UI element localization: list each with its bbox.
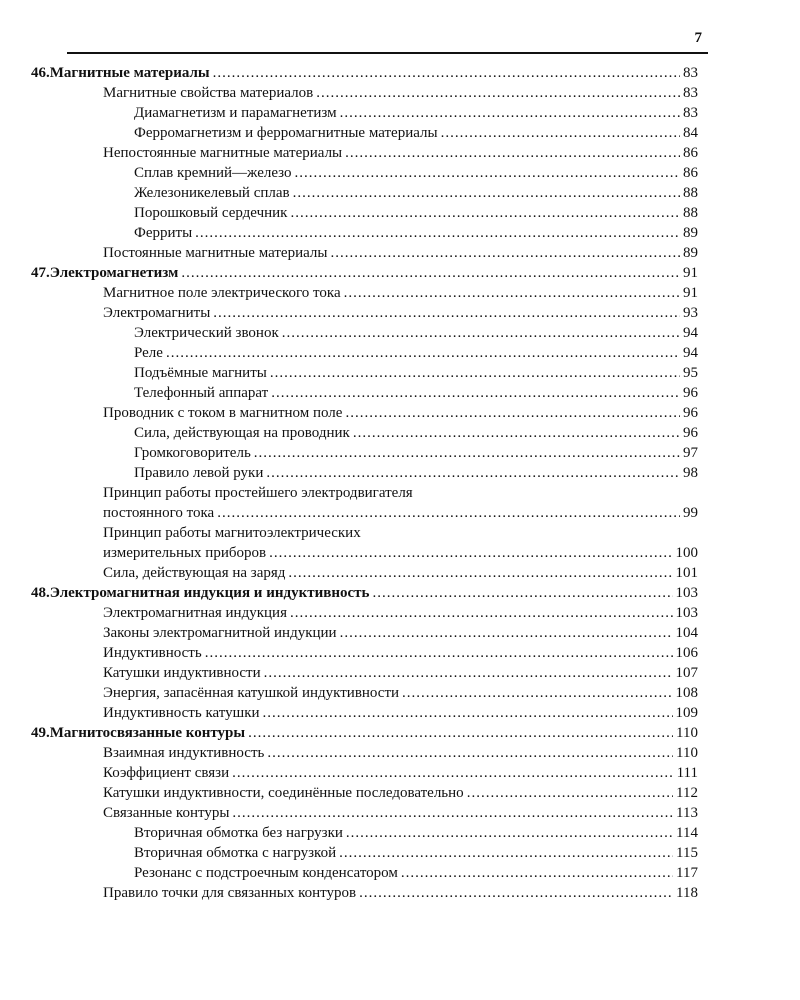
toc-entry-title: Железоникелевый сплав: [134, 185, 290, 201]
dot-leader: [213, 63, 680, 83]
toc-entry-title: Реле: [134, 345, 163, 361]
toc-entry-page: 86: [683, 145, 698, 161]
toc-entry-title: Магнитное поле электрического тока: [103, 285, 341, 301]
toc-entry-title: Индуктивность катушки: [103, 705, 260, 721]
dot-leader: [195, 223, 680, 243]
dot-leader: [270, 363, 680, 383]
dot-leader: [441, 123, 680, 143]
dot-leader: [293, 183, 680, 203]
toc-entry-title: Энергия, запасённая катушкой индуктивности: [103, 685, 400, 701]
toc-entry: [67, 843, 698, 863]
toc-entry-multiline: [67, 483, 698, 523]
dot-leader: [266, 463, 680, 483]
dot-leader: [166, 343, 680, 363]
toc-entry-page: 113: [676, 805, 698, 821]
dot-leader: [288, 563, 672, 583]
dot-leader: [267, 743, 673, 763]
table-of-contents: [31, 63, 698, 903]
toc-entry: [67, 223, 698, 243]
toc-entry: [67, 123, 698, 143]
dot-leader: [340, 103, 680, 123]
toc-entry-title: Законы электромагнитной индукции: [103, 625, 337, 641]
toc-entry-title: Индуктивность: [103, 645, 202, 661]
toc-entry-page: 93: [683, 305, 698, 321]
chapter-number: 46.: [31, 65, 50, 81]
dot-leader: [344, 283, 680, 303]
toc-entry-title: Магнитные свойства материалов: [103, 85, 314, 101]
toc-entry-page: 96: [683, 385, 698, 401]
toc-entry-page: 103: [675, 605, 698, 621]
toc-entry-page: 112: [676, 785, 698, 801]
toc-entry: [67, 683, 698, 703]
toc-entry-title: Вторичная обмотка с нагрузкой: [134, 845, 337, 861]
dot-leader: [345, 403, 680, 423]
dot-leader: [330, 243, 680, 263]
toc-entry: [67, 243, 698, 263]
toc-entry-page: 114: [676, 825, 698, 841]
dot-leader: [340, 623, 673, 643]
toc-entry: [67, 563, 698, 583]
toc-entry-title: Ферриты: [134, 225, 193, 241]
dot-leader: [402, 683, 672, 703]
toc-entry: [31, 263, 698, 283]
toc-entry-page: 83: [683, 65, 698, 81]
toc-entry: [67, 103, 698, 123]
dot-leader: [282, 323, 680, 343]
toc-entry-page: 99: [683, 505, 698, 521]
toc-entry-title: измерительных приборов: [103, 545, 267, 561]
chapter-number: 48.: [31, 585, 50, 601]
toc-entry: [67, 663, 698, 683]
toc-entry: [67, 383, 698, 403]
toc-entry-page: 91: [683, 285, 698, 301]
toc-entry-title-line1: Принцип работы магнитоэлектрических: [103, 525, 361, 541]
toc-entry-page: 118: [676, 885, 698, 901]
toc-entry-page: 95: [683, 365, 698, 381]
toc-entry-page: 107: [675, 665, 698, 681]
toc-entry-title: Взаимная индуктивность: [103, 745, 265, 761]
toc-entry-page: 96: [683, 425, 698, 441]
toc-entry-title: Катушки индуктивности, соединённые последовательно: [103, 785, 464, 801]
toc-entry-title: Магнитные материалы: [49, 65, 210, 81]
toc-entry: [31, 583, 698, 603]
toc-entry-multiline: [67, 523, 698, 563]
toc-entry: [67, 143, 698, 163]
toc-entry-page: 108: [675, 685, 698, 701]
toc-entry: [67, 363, 698, 383]
dot-leader: [217, 503, 680, 523]
dot-leader: [205, 643, 673, 663]
toc-entry: [67, 403, 698, 423]
toc-entry-title-line1: Принцип работы простейшего электродвигателя: [103, 485, 413, 501]
toc-entry-page: 88: [683, 205, 698, 221]
toc-entry-title: Магнитосвязанные контуры: [49, 725, 246, 741]
dot-leader: [248, 723, 673, 743]
toc-entry-title: Ферромагнетизм и ферромагнитные материалы: [134, 125, 438, 141]
toc-entry-page: 97: [683, 445, 698, 461]
toc-entry: [67, 783, 698, 803]
toc-entry-page: 96: [683, 405, 698, 421]
toc-entry-page: 83: [683, 85, 698, 101]
toc-entry-page: 89: [683, 225, 698, 241]
toc-entry-title: Сплав кремний—железо: [134, 165, 292, 181]
dot-leader: [372, 583, 672, 603]
toc-entry: [67, 283, 698, 303]
toc-entry: [103, 503, 698, 523]
chapter-number: 49.: [31, 725, 50, 741]
dot-leader: [345, 143, 680, 163]
dot-leader: [339, 843, 673, 863]
toc-entry-page: 104: [675, 625, 698, 641]
dot-leader: [295, 163, 680, 183]
toc-entry-title: Громкоговоритель: [134, 445, 251, 461]
toc-entry-title: Электромагниты: [103, 305, 211, 321]
toc-entry-title: Резонанс с подстроечным конденсатором: [134, 865, 398, 881]
toc-entry: [67, 163, 698, 183]
dot-leader: [290, 203, 680, 223]
toc-entry-page: 100: [675, 545, 698, 561]
toc-entry: [31, 723, 698, 743]
toc-entry-page: 106: [675, 645, 698, 661]
toc-entry-title: Вторичная обмотка без нагрузки: [134, 825, 343, 841]
toc-entry: [67, 323, 698, 343]
dot-leader: [232, 803, 673, 823]
toc-entry-title: Катушки индуктивности: [103, 665, 261, 681]
chapter-number: 47.: [31, 265, 50, 281]
toc-entry-title: Сила, действующая на проводник: [134, 425, 350, 441]
toc-entry-page: 83: [683, 105, 698, 121]
dot-leader: [359, 883, 673, 903]
toc-entry-title: Электрический звонок: [134, 325, 279, 341]
toc-entry: [67, 623, 698, 643]
dot-leader: [254, 443, 680, 463]
toc-entry-page: 84: [683, 125, 698, 141]
dot-leader: [232, 763, 674, 783]
toc-entry: [67, 83, 698, 103]
toc-entry: [67, 303, 698, 323]
toc-entry-title: Телефонный аппарат: [134, 385, 269, 401]
dot-leader: [213, 303, 680, 323]
toc-entry-title: Сила, действующая на заряд: [103, 565, 286, 581]
toc-entry-page: 91: [683, 265, 698, 281]
dot-leader: [467, 783, 673, 803]
toc-entry-page: 89: [683, 245, 698, 261]
toc-entry-page: 101: [675, 565, 698, 581]
toc-entry-page: 86: [683, 165, 698, 181]
toc-entry-page: 109: [675, 705, 698, 721]
dot-leader: [181, 263, 680, 283]
dot-leader: [353, 423, 680, 443]
toc-entry: [67, 763, 698, 783]
toc-entry-title: постоянного тока: [103, 505, 215, 521]
toc-entry-title: Электромагнетизм: [49, 265, 179, 281]
dot-leader: [290, 603, 673, 623]
toc-entry-title: Порошковый сердечник: [134, 205, 288, 221]
dot-leader: [346, 823, 673, 843]
toc-entry: [67, 603, 698, 623]
header-rule: [67, 52, 708, 54]
toc-entry: [67, 203, 698, 223]
toc-entry-page: 110: [676, 725, 698, 741]
toc-entry-page: 103: [675, 585, 698, 601]
toc-entry-title: Проводник с током в магнитном поле: [103, 405, 343, 421]
toc-entry-page: 111: [676, 765, 698, 781]
dot-leader: [316, 83, 680, 103]
dot-leader: [263, 703, 673, 723]
toc-entry-title: Электромагнитная индукция и индуктивность: [49, 585, 370, 601]
toc-entry-title: Диамагнетизм и парамагнетизм: [134, 105, 337, 121]
toc-entry: [67, 803, 698, 823]
toc-entry: [67, 743, 698, 763]
toc-entry-title: Правило точки для связанных контуров: [103, 885, 357, 901]
toc-entry: [67, 343, 698, 363]
toc-entry: [103, 543, 698, 563]
toc-entry-title: Коэффициент связи: [103, 765, 230, 781]
toc-entry-title: Электромагнитная индукция: [103, 605, 287, 621]
toc-entry: [67, 863, 698, 883]
toc-entry: [31, 63, 698, 83]
toc-entry-page: 98: [683, 465, 698, 481]
toc-entry-page: 88: [683, 185, 698, 201]
toc-entry-page: 110: [676, 745, 698, 761]
toc-entry-page: 115: [676, 845, 698, 861]
dot-leader: [264, 663, 673, 683]
toc-entry: [67, 823, 698, 843]
page-number: 7: [694, 30, 702, 46]
toc-entry-page: 117: [676, 865, 698, 881]
toc-entry: [67, 443, 698, 463]
toc-entry-title: Подъёмные магниты: [134, 365, 267, 381]
toc-entry-title: Связанные контуры: [103, 805, 230, 821]
toc-entry: [67, 183, 698, 203]
toc-entry-page: 94: [683, 325, 698, 341]
toc-entry: [67, 643, 698, 663]
toc-entry-title: Постоянные магнитные материалы: [103, 245, 328, 261]
toc-entry-title: Непостоянные магнитные материалы: [103, 145, 343, 161]
toc-entry-title: Правило левой руки: [134, 465, 264, 481]
dot-leader: [269, 543, 672, 563]
toc-entry: [67, 423, 698, 443]
dot-leader: [271, 383, 680, 403]
dot-leader: [401, 863, 673, 883]
toc-entry: [67, 883, 698, 903]
toc-entry: [67, 703, 698, 723]
toc-entry: [67, 463, 698, 483]
toc-entry-page: 94: [683, 345, 698, 361]
